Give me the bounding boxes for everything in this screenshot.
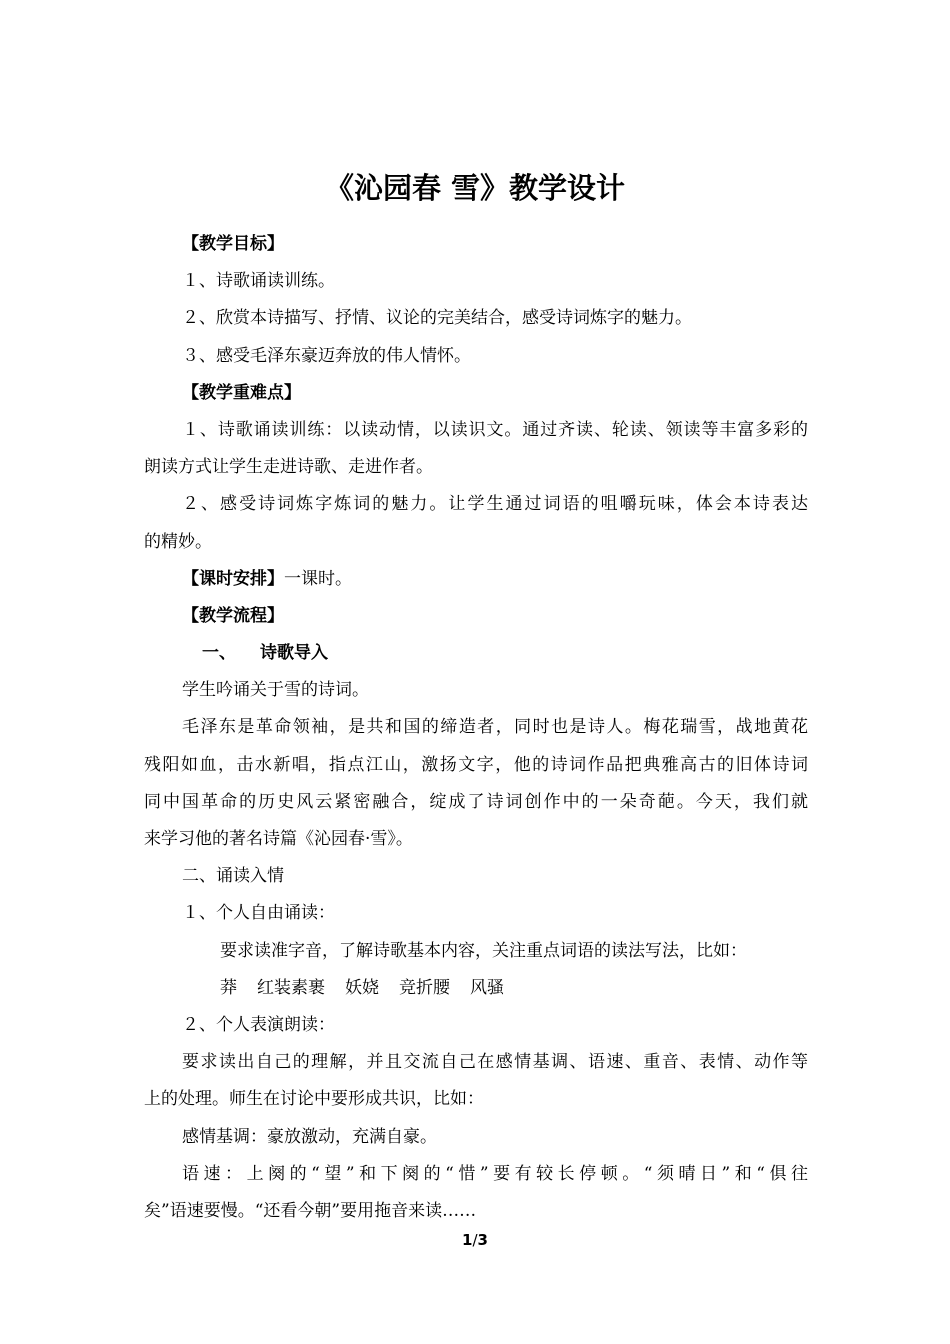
keypoint-line: １、诗歌诵读训练：以读动情，以读识文。通过齐读、轮读、领读等丰富多彩的 xyxy=(182,419,808,440)
paragraph-line: 上的处理。师生在讨论中要形成共识，比如： xyxy=(144,1089,484,1110)
schedule-line xyxy=(144,561,808,598)
vocab-word: 风骚 xyxy=(470,977,504,998)
schedule-header: 【课时安排】 xyxy=(182,568,284,589)
page-separator: / xyxy=(472,1231,478,1249)
paragraph-line: 毛泽东是革命领袖，是共和国的缔造者，同时也是诗人。梅花瑞雪，战地黄花 xyxy=(182,717,808,738)
paragraph-line: 语速：上阕的“望”和下阕的“惜”要有较长停顿。“须晴日”和“俱往 xyxy=(182,1163,808,1184)
vocab-word: 红装素裹 xyxy=(257,977,325,998)
section-number: 一、 xyxy=(202,643,236,664)
paragraph-line: 要求读准字音，了解诗歌基本内容，关注重点词语的读法写法，比如： xyxy=(220,940,747,961)
vocab-word: 妖娆 xyxy=(345,977,379,998)
paragraph-line: 同中国革命的历史风云紧密融合，绽成了诗词创作中的一朵奇葩。今天，我们就 xyxy=(144,791,808,812)
section-heading xyxy=(144,635,808,672)
objective-item: ２、欣赏本诗描写、抒情、议论的完美结合，感受诗词炼字的魅力。 xyxy=(182,308,692,329)
vocab-word: 莽 xyxy=(220,977,237,998)
process-header: 【教学流程】 xyxy=(182,605,284,626)
paragraph-line: 来学习他的著名诗篇《沁园春·雪》。 xyxy=(144,829,413,849)
vocab-word: 竞折腰 xyxy=(399,977,450,998)
section-title: 诗歌导入 xyxy=(260,643,328,664)
paragraph-line: 残阳如血，击水新唱，指点江山，激扬文字，他的诗词作品把典雅高古的旧体诗词 xyxy=(144,754,808,775)
document-title: 《沁园春 雪》教学设计 xyxy=(324,171,626,205)
keypoint-line: 朗读方式让学生走进诗歌、走进作者。 xyxy=(144,457,433,478)
current-page: 1 xyxy=(462,1231,473,1249)
step-heading: １、个人自由诵读： xyxy=(182,903,335,924)
paragraph-line: 学生吟诵关于雪的诗词。 xyxy=(182,680,369,701)
document-body xyxy=(144,226,808,1230)
paragraph-line: 矣”语速要慢。“还看今朝”要用拖音来读…… xyxy=(144,1200,477,1221)
section-heading: 二、诵读入情 xyxy=(182,866,284,887)
objective-item: ３、感受毛泽东豪迈奔放的伟人情怀。 xyxy=(182,345,471,366)
paragraph-line: 要求读出自己的理解，并且交流自己在感情基调、语速、重音、表情、动作等 xyxy=(182,1052,808,1073)
objectives-header: 【教学目标】 xyxy=(182,234,284,254)
keypoint-line: 的精妙。 xyxy=(144,531,212,552)
objective-item: １、诗歌诵读训练。 xyxy=(182,271,335,292)
keypoint-line: ２、感受诗词炼字炼词的魅力。让学生通过词语的咀嚼玩味，体会本诗表达 xyxy=(182,494,808,515)
paragraph-line: 感情基调：豪放激动，充满自豪。 xyxy=(182,1126,437,1147)
step-heading: ２、个人表演朗读： xyxy=(182,1014,335,1035)
total-pages: 3 xyxy=(477,1231,488,1249)
page-number xyxy=(0,1228,950,1252)
schedule-text: 一课时。 xyxy=(284,568,352,589)
keypoints-header: 【教学重难点】 xyxy=(182,382,301,403)
vocab-list xyxy=(144,970,808,1007)
